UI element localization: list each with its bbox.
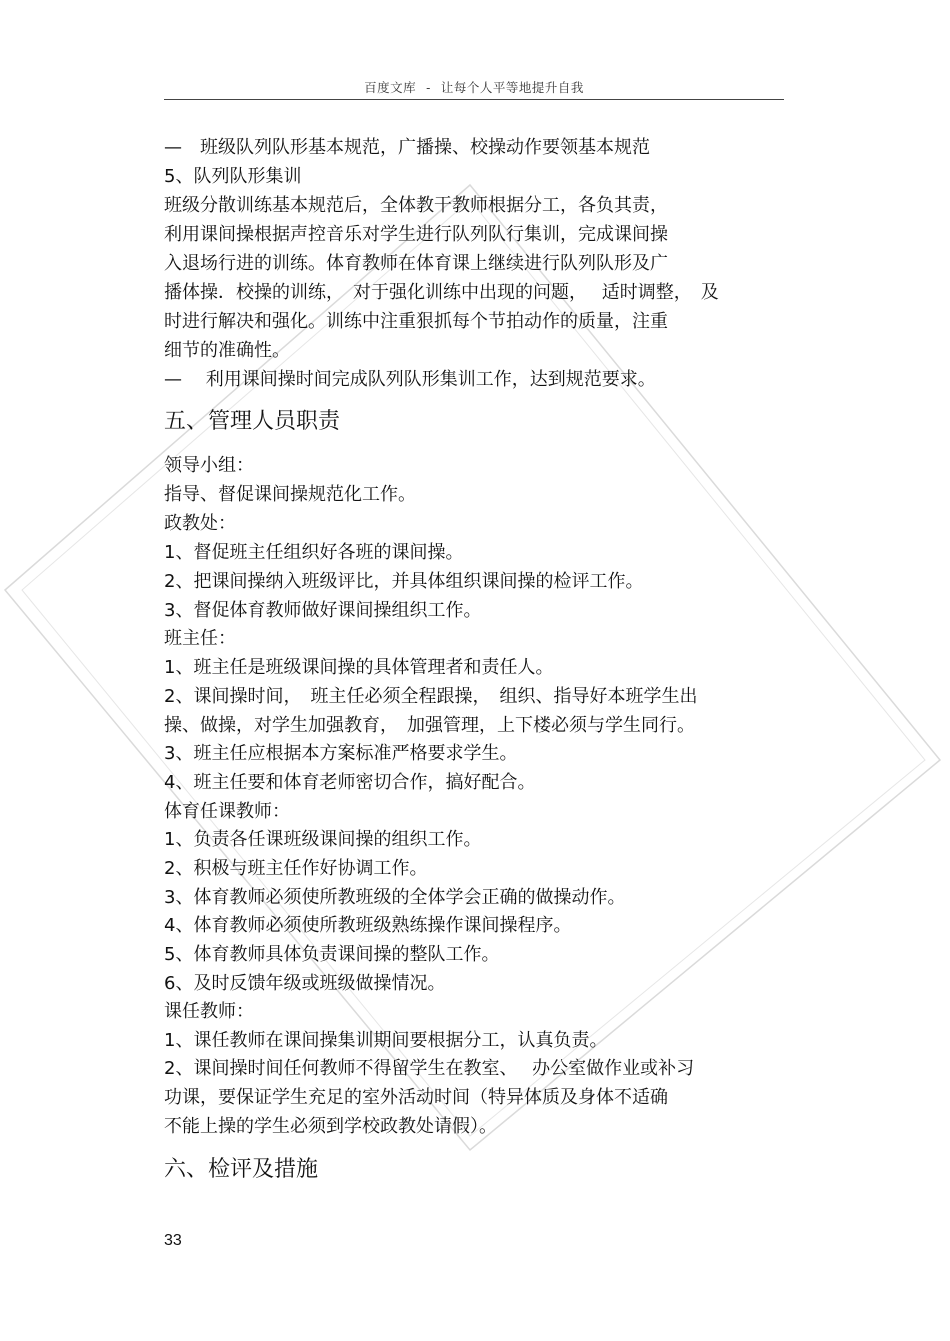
- body-line: 4、班主任要和体育老师密切合作，搞好配合。: [164, 772, 536, 793]
- body-line: 3、督促体育教师做好课间操组织工作。: [164, 600, 482, 621]
- body-line: 不能上操的学生必须到学校政教处请假）。: [164, 1116, 497, 1137]
- body-line: 2、课间操时间， 班主任必须全程跟操， 组织、指导好本班学生出: [164, 686, 698, 707]
- body-line: 班主任：: [164, 628, 236, 649]
- header-separator: -: [426, 80, 431, 95]
- body-line: 1、班主任是班级课间操的具体管理者和责任人。: [164, 657, 554, 678]
- body-line: 政教处：: [164, 513, 236, 534]
- section-heading: 六、检评及措施: [164, 1157, 319, 1182]
- body-line: 指导、督促课间操规范化工作。: [164, 484, 416, 505]
- body-line: 班级分散训练基本规范后，全体教干教师根据分工，各负其责，: [164, 195, 668, 216]
- body-line: 4、体育教师必须使所教班级熟练操作课间操程序。: [164, 915, 572, 936]
- body-line: 功课，要保证学生充足的室外活动时间（特异体质及身体不适确: [164, 1087, 668, 1108]
- body-line: — 班级队列队形基本规范，广播操、校操动作要领基本规范: [164, 137, 650, 158]
- body-line: — 利用课间操时间完成队列队形集训工作，达到规范要求。: [164, 369, 656, 390]
- body-line: 细节的准确性。: [164, 340, 290, 361]
- body-line: 2、积极与班主任作好协调工作。: [164, 858, 428, 879]
- page-header: [164, 78, 784, 96]
- body-line: 6、及时反馈年级或班级做操情况。: [164, 973, 446, 994]
- header-rule: [164, 99, 784, 100]
- body-line: 领导小组：: [164, 455, 254, 476]
- body-line: 2、课间操时间任何教师不得留学生在教室、 办公室做作业或补习: [164, 1058, 695, 1079]
- body-line: 课任教师：: [164, 1001, 254, 1022]
- body-line: 3、体育教师必须使所教班级的全体学会正确的做操动作。: [164, 887, 626, 908]
- body-line: 5、队列队形集训: [164, 166, 302, 187]
- body-line: 利用课间操根据声控音乐对学生进行队列队行集训，完成课间操: [164, 224, 668, 245]
- body-line: 2、把课间操纳入班级评比，并具体组织课间操的检评工作。: [164, 571, 644, 592]
- header-site-name: 百度文库: [364, 80, 417, 95]
- header-slogan: 让每个人平等地提升自我: [440, 80, 584, 95]
- body-line: 播体操．校操的训练， 对于强化训练中出现的问题， 适时调整， 及: [164, 282, 719, 303]
- body-line: 5、体育教师具体负责课间操的整队工作。: [164, 944, 500, 965]
- body-line: 1、负责各任课班级课间操的组织工作。: [164, 829, 482, 850]
- body-line: 时进行解决和强化。训练中注重狠抓每个节拍动作的质量，注重: [164, 311, 668, 332]
- body-line: 入退场行进的训练。体育教师在体育课上继续进行队列队形及广: [164, 253, 668, 274]
- body-line: 体育任课教师：: [164, 801, 290, 822]
- body-line: 1、课任教师在课间操集训期间要根据分工，认真负责。: [164, 1030, 608, 1051]
- body-line: 1、督促班主任组织好各班的课间操。: [164, 542, 464, 563]
- section-heading: 五、管理人员职责: [164, 409, 341, 434]
- page-number: 33: [164, 1232, 182, 1249]
- body-line: 3、班主任应根据本方案标准严格要求学生。: [164, 743, 518, 764]
- body-line: 操、做操，对学生加强教育， 加强管理，上下楼必须与学生同行。: [164, 715, 695, 736]
